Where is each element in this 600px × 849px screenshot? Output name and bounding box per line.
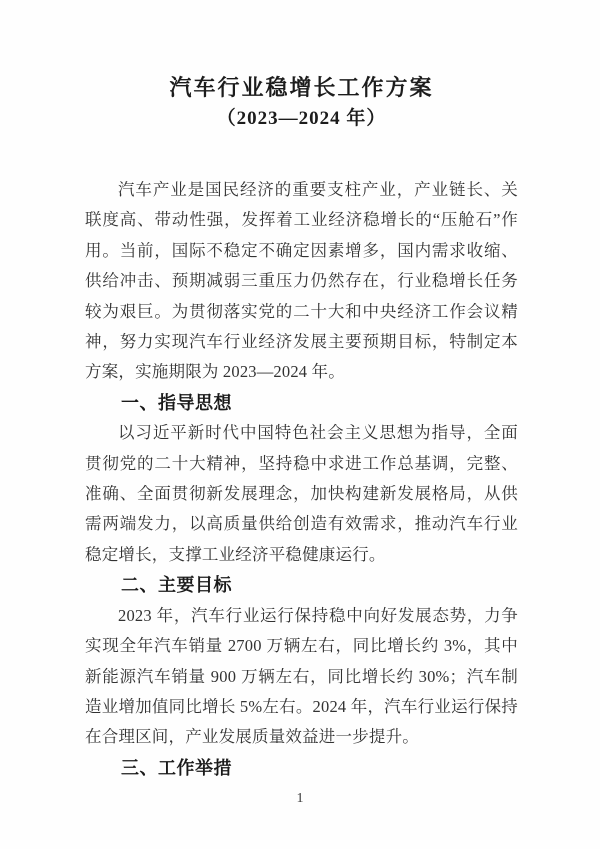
document-title: 汽车行业稳增长工作方案 xyxy=(169,75,434,100)
section-heading: 三、工作举措 xyxy=(121,757,232,778)
section-heading: 一、指导思想 xyxy=(121,392,232,413)
intro-paragraph: 汽车产业是国民经济的重要支柱产业，产业链长、关联度高、带动性强，发挥着工业经济稳增长的“压舱石”作用。当前，国际不稳定不确定因素增多，国内需求收缩、供给冲击、预期减弱三重压力仍然存在，行业稳增长任务较为艰巨。为贯彻落实党的二十大和中央经济工作会议精神，努力实现汽车行业经济发展主要预期目标，特制定本方案，实施期限为 2023—2024 年。 xyxy=(85,180,518,382)
document-body xyxy=(85,175,518,783)
section-paragraph: 2023 年，汽车行业运行保持稳中向好发展态势，力争实现全年汽车销量 2700 万辆左右，同比增长约 3%，其中新能源汽车销量 900 万辆左右，同比增长约 30%；汽车制造业增加值同比增长 5%左右。2024 年，汽车行业运行保持在合理区间，产业发展质量效益进一步提升。 xyxy=(85,605,518,747)
page-number: 1 xyxy=(296,791,304,806)
section-paragraph: 以习近平新时代中国特色社会主义思想为指导，全面贯彻党的二十大精神，坚持稳中求进工作总基调，完整、准确、全面贯彻新发展理念，加快构建新发展格局，从供需两端发力，以高质量供给创造有效需求，推动汽车行业稳定增长，支撑工业经济平稳健康运行。 xyxy=(85,423,518,564)
document-subtitle: （2023—2024 年） xyxy=(216,108,387,129)
section-heading: 二、主要目标 xyxy=(121,575,232,596)
